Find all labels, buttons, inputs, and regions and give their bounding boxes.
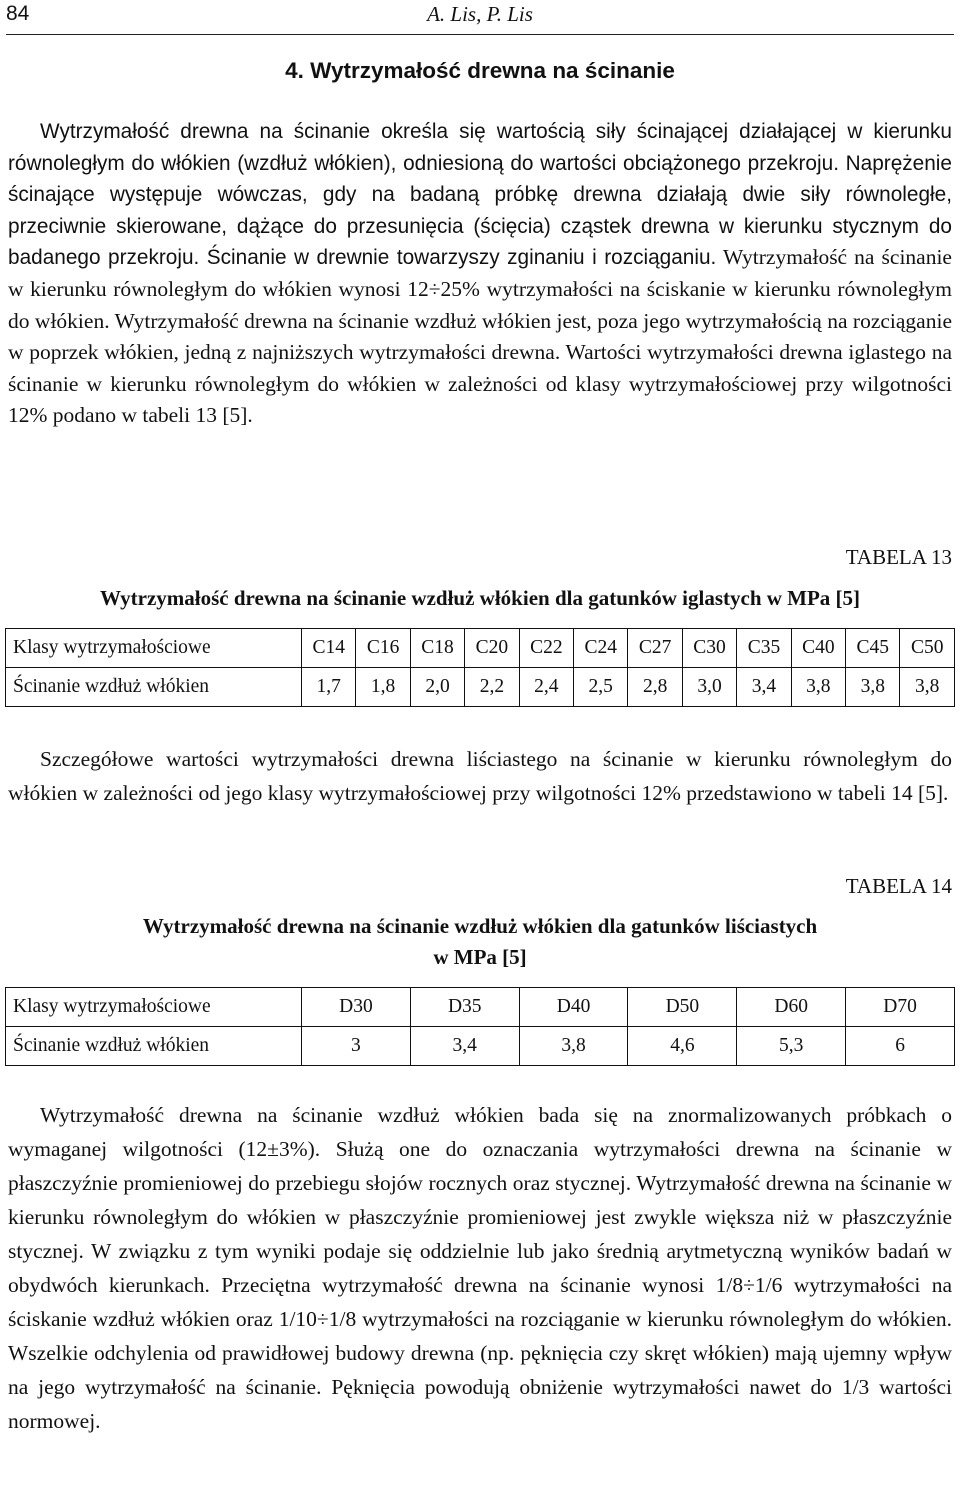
table-cell: C14: [302, 629, 356, 668]
table-cell: D50: [628, 988, 737, 1027]
table-cell: 3,8: [791, 668, 845, 707]
table-cell: 3: [302, 1027, 411, 1066]
table-cell: 3,8: [846, 668, 900, 707]
paragraph-testing: Wytrzymałość drewna na ścinanie wzdłuż włókien bada się na znormalizowanych próbkach o wymaganej wilgotności (12±3%). Służą one do oznaczania wytrzymałości drewna na ścinanie w płaszczyźnie promieniowej do przebiegu słojów rocznych oraz stycznej. Wytrzymałość drewna na ścinanie w kierunku równoległym do włókien w płaszczyźnie promieniowej jest zwykle większa niż w płaszczyźnie stycznej. W związku z tym wyniki podaje się oddzielnie lub jako średnią arytmetyczną wyników badań w obydwóch kierunkach. Przeciętna wytrzymałość drewna na ścinanie wynosi 1/8÷1/6 wytrzymałości na ściskanie wzdłuż włókien oraz 1/10÷1/8 wytrzymałości na rozciąganie w kierunku równoległym do włókien. Wszelkie odchylenia od prawidłowej budowy drewna (np. pęknięcia czy skręt włókien) mają ujemny wpływ na jego wytrzymałość na ścinanie. Pęknięcia powodują obniżenie wytrzymałości nawet do 1/3 wartości normowej.: [8, 1103, 952, 1433]
table-14-label: TABELA 14: [845, 874, 952, 898]
table-14-caption-line1: Wytrzymałość drewna na ścinanie wzdłuż włókien dla gatunków liściastych: [142, 914, 818, 938]
table-cell: C50: [900, 629, 955, 668]
table-cell: 3,4: [737, 668, 791, 707]
paragraph-intro: [8, 116, 952, 432]
table-row: [6, 668, 955, 707]
table-cell: D30: [302, 988, 411, 1027]
table-14-caption: [0, 911, 960, 973]
table-cell: D60: [737, 988, 846, 1027]
paragraph-intro-part2: Wytrzymałość na ścinanie w kierunku równoległym do włókien wynosi 12÷25% wytrzymałości na ściskanie w kierunku równoległym do włókien. Wytrzymałość drewna na ścinanie wzdłuż włókien jest, poza jego wytrzymałością na rozciąganie w poprzek włókien, jedną z najniższych wytrzymałości drewna. Wartości wytrzymałości drewna iglastego na ścinanie w kierunku równoległym do włókien w zależności od klasy wytrzymałościowej przy wilgotności 12% podano w tabeli 13 [5].: [8, 245, 952, 428]
table-cell: 5,3: [737, 1027, 846, 1066]
paragraph-hardwood: Szczegółowe wartości wytrzymałości drewna liściastego na ścinanie w kierunku równoległym do włókien w zależności od jego klasy wytrzymałościowej przy wilgotności 12% przedstawiono w tabeli 14 [5].: [8, 747, 952, 805]
section-title: 4. Wytrzymałość drewna na ścinanie: [285, 58, 675, 83]
page-number: 84: [6, 2, 30, 25]
table-cell: D35: [410, 988, 519, 1027]
table-14: [5, 987, 955, 1066]
page-header: [6, 0, 954, 35]
table-cell: C22: [519, 629, 573, 668]
table-13: [5, 628, 955, 707]
table-row: [6, 988, 955, 1027]
table-cell: C27: [628, 629, 682, 668]
table-cell: C35: [737, 629, 791, 668]
table-cell: 6: [846, 1027, 955, 1066]
table-row-header: Klasy wytrzymałościowe: [6, 988, 302, 1027]
table-cell: C16: [356, 629, 410, 668]
table-cell: C40: [791, 629, 845, 668]
table-cell: 3,4: [410, 1027, 519, 1066]
table-cell: 2,4: [519, 668, 573, 707]
table-cell: D70: [846, 988, 955, 1027]
table-cell: 1,7: [302, 668, 356, 707]
table-row-header: Ścinanie wzdłuż włókien: [6, 1027, 302, 1066]
table-cell: 3,8: [900, 668, 955, 707]
table-cell: 3,0: [682, 668, 736, 707]
table-14-caption-line2: w MPa [5]: [433, 945, 527, 969]
table-cell: C24: [574, 629, 628, 668]
table-13-label: TABELA 13: [845, 545, 952, 569]
table-cell: C30: [682, 629, 736, 668]
table-cell: C45: [846, 629, 900, 668]
table-cell: D40: [519, 988, 628, 1027]
table-cell: 4,6: [628, 1027, 737, 1066]
table-row: [6, 629, 955, 668]
table-cell: 3,8: [519, 1027, 628, 1066]
running-head: A. Lis, P. Lis: [427, 2, 533, 26]
table-cell: 2,5: [574, 668, 628, 707]
table-cell: C18: [410, 629, 464, 668]
table-13-caption: Wytrzymałość drewna na ścinanie wzdłuż włókien dla gatunków iglastych w MPa [5]: [99, 586, 861, 610]
table-cell: 1,8: [356, 668, 410, 707]
table-cell: 2,8: [628, 668, 682, 707]
table-cell: 2,2: [465, 668, 519, 707]
table-row-header: Ścinanie wzdłuż włókien: [6, 668, 302, 707]
table-row: [6, 1027, 955, 1066]
table-row-header: Klasy wytrzymałościowe: [6, 629, 302, 668]
paragraph-intro-part1: Wytrzymałość drewna na ścinanie określa się wartością siły ścinającej działającej w kierunku równoległym do włókien (wzdłuż włókien), odniesioną do wartości obciążonego przekroju. Naprężenie ścinające występuje wówczas, gdy na badaną próbkę drewna działają dwie siły równoległe, przeciwnie skierowane, dążące do przesunięcia (ścięcia) cząstek drewna w kierunku stycznym do badanego przekroju. Ścinanie w drewnie towarzyszy zginaniu i rozciąganiu.: [8, 120, 952, 270]
table-cell: C20: [465, 629, 519, 668]
table-cell: 2,0: [410, 668, 464, 707]
